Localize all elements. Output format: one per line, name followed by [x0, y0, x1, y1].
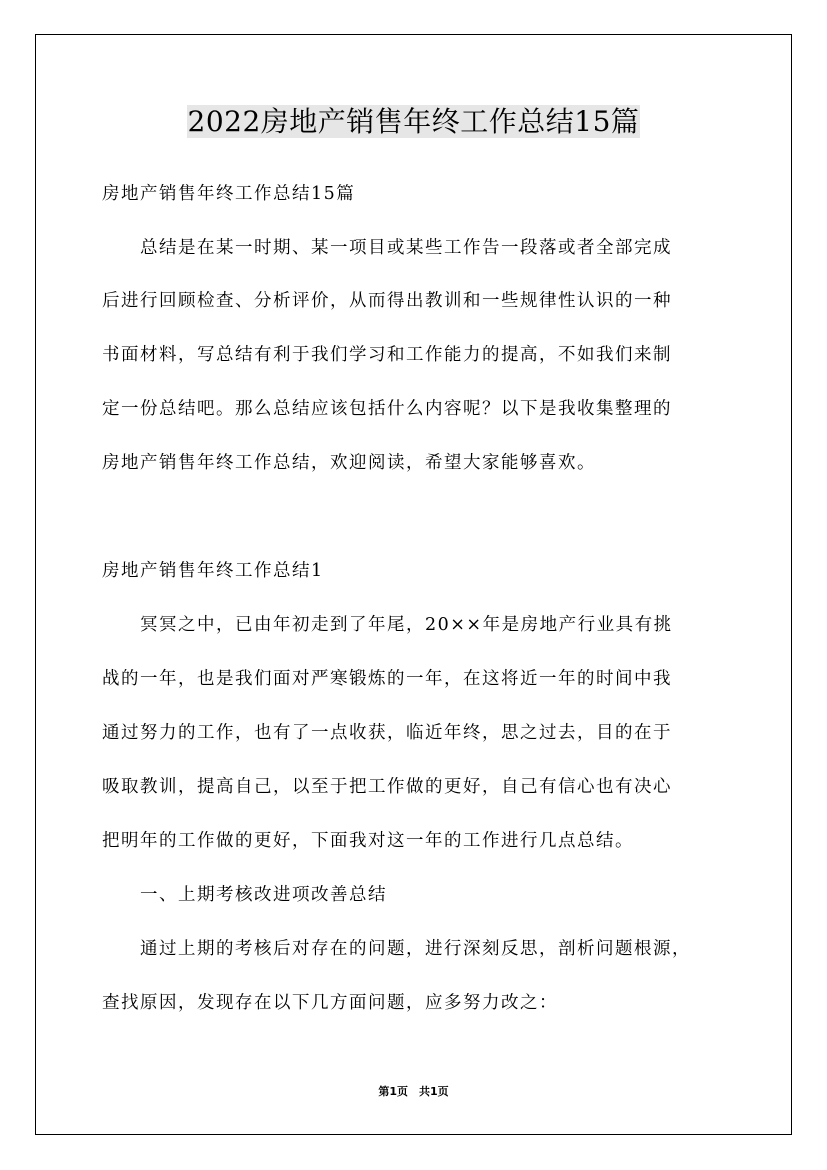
document-title: [0, 100, 827, 144]
body-line: 房地产销售年终工作总结，欢迎阅读，希望大家能够喜欢。: [102, 453, 596, 473]
page-footer: 第1页 共1页: [378, 1085, 449, 1098]
body-line: 通过努力的工作，也有了一点收获，临近年终，思之过去，目的在于: [102, 723, 672, 743]
body-line: 书面材料，写总结有利于我们学习和工作能力的提高，不如我们来制: [102, 345, 672, 365]
body-line: 吸取教训，提高自己，以至于把工作做的更好，自己有信心也有决心: [102, 777, 672, 797]
body-line: 定一份总结吧。那么总结应该包括什么内容呢？以下是我收集整理的: [102, 399, 672, 419]
document-title-text: 2022房地产销售年终工作总结15篇: [187, 105, 640, 138]
subtitle-line: 房地产销售年终工作总结15篇: [102, 184, 356, 204]
section-heading: 房地产销售年终工作总结1: [102, 561, 324, 581]
body-line: 冥冥之中，已由年初走到了年尾，20××年是房地产行业具有挑: [102, 615, 673, 635]
body-line: 后进行回顾检查、分析评价，从而得出教训和一些规律性认识的一种: [102, 291, 672, 311]
body-line: 通过上期的考核后对存在的问题，进行深刻反思，剖析问题根源，: [102, 939, 691, 959]
body-line: 总结是在某一时期、某一项目或某些工作告一段落或者全部完成: [102, 238, 672, 258]
body-line: 战的一年，也是我们面对严寒锻炼的一年，在这将近一年的时间中我: [102, 669, 672, 689]
body-line: 把明年的工作做的更好，下面我对这一年的工作进行几点总结。: [102, 831, 634, 851]
body-line: 查找原因，发现存在以下几方面问题，应多努力改之：: [102, 993, 558, 1013]
subsection-heading: 一、上期考核改进项改善总结: [102, 885, 387, 905]
